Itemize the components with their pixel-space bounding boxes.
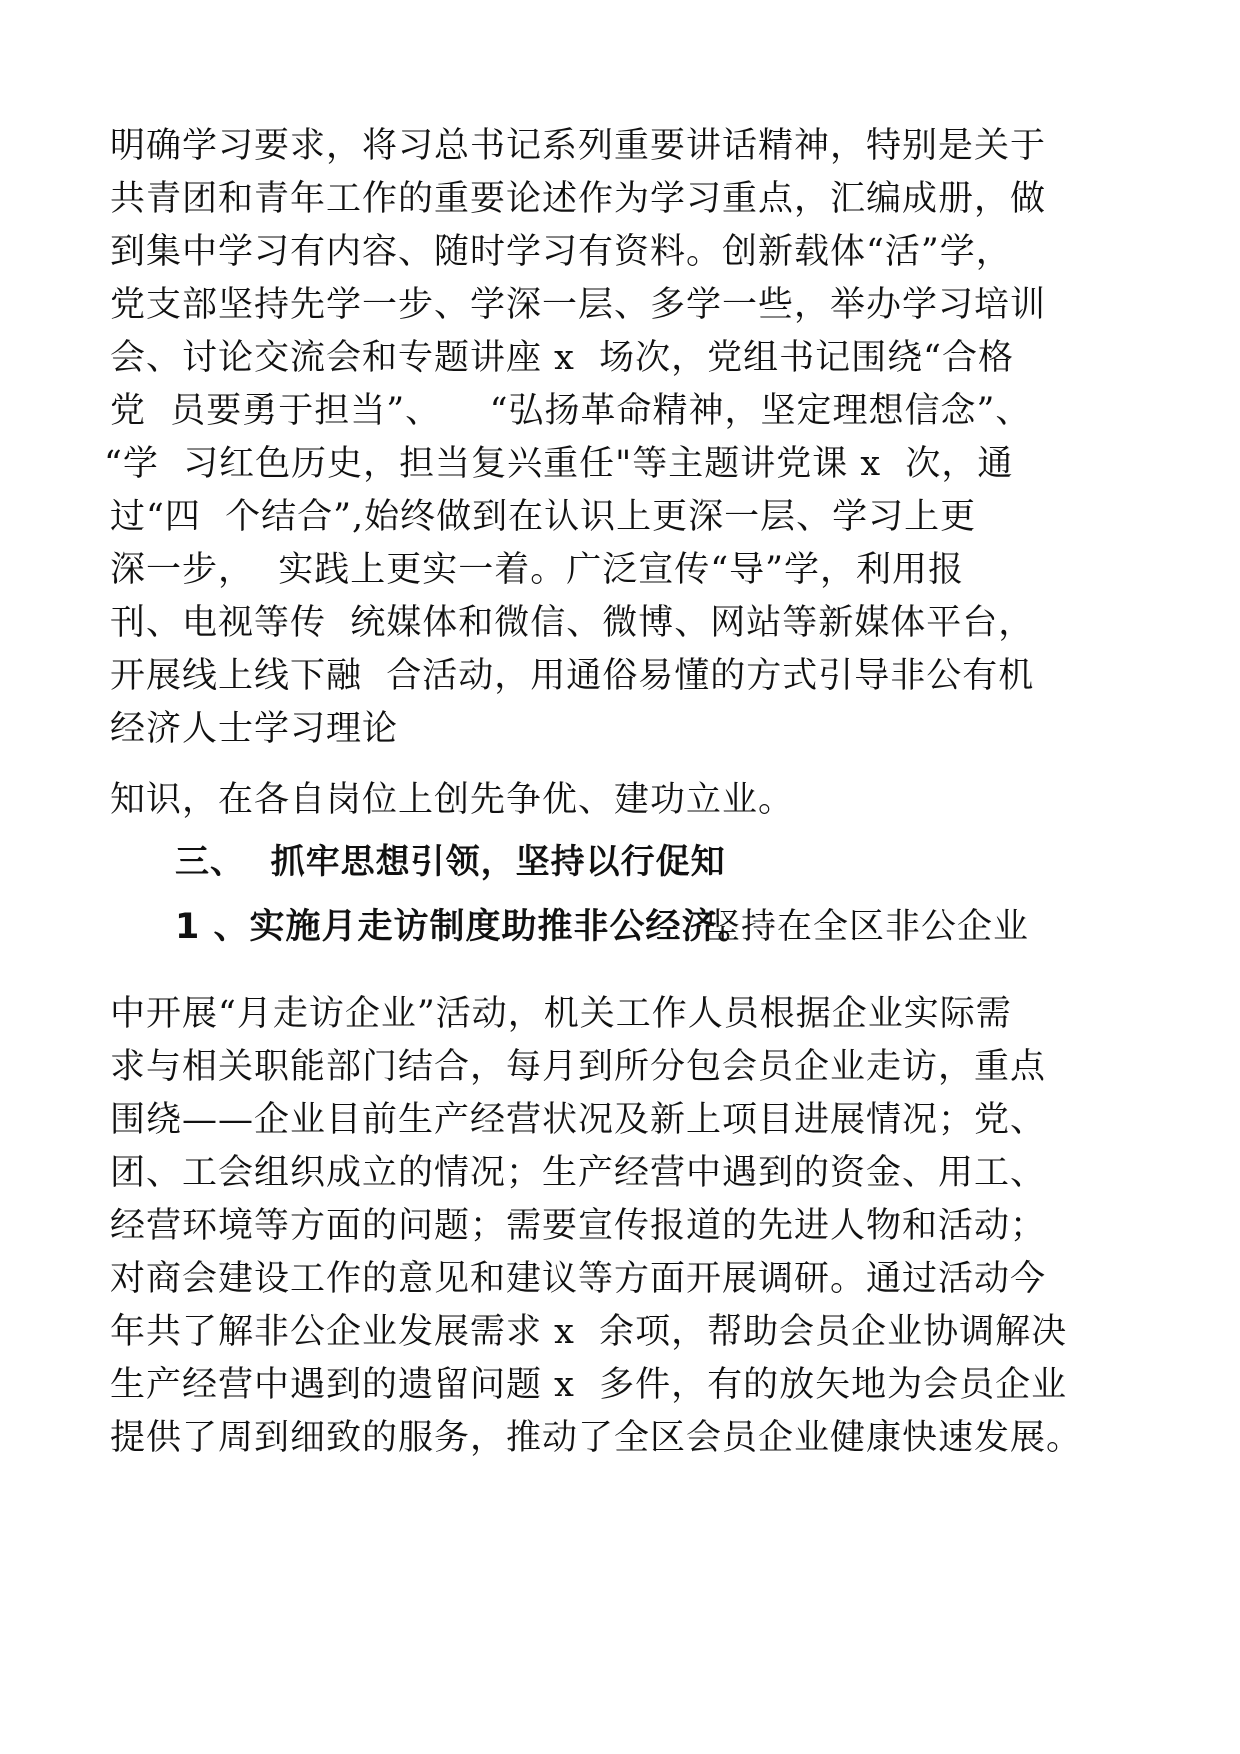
text-line: 经营环境等方面的问题；需要宣传报道的先进人物和活动； — [110, 1206, 1047, 1246]
text-line: 中开展“月走访企业”活动，机关工作人员根据企业实际需 — [110, 994, 1012, 1034]
text-line: 到集中学习有内容、随时学习有资料。创新载体“活”学， — [110, 232, 1012, 272]
text-line: 对商会建设工作的意见和建议等方面开展调研。通过活动今 — [110, 1259, 1047, 1299]
text-line: 求与相关职能部门结合，每月到所分包会员企业走访，重点 — [110, 1047, 1047, 1087]
text-line: 提供了周到细致的服务，推动了全区会员企业健康快速发展。 — [110, 1418, 1083, 1458]
text-line: 经济人士学习理论 — [110, 709, 399, 749]
text-line: 围绕——企业目前生产经营状况及新上项目进展情况；党、 — [110, 1100, 1047, 1140]
text-line: 团、工会组织成立的情况；生产经营中遇到的资金、用工、 — [110, 1153, 1047, 1193]
text-line: 开展线上线下融 合活动，用通俗易懂的方式引导非公有机 — [110, 656, 1035, 696]
text-line: “学 习红色历史，担当复兴重任"等主题讲党课 x 次，通 — [104, 444, 1014, 484]
text-line: 共青团和青年工作的重要论述作为学习重点，汇编成册，做 — [110, 179, 1047, 219]
section-heading: 三、 抓牢思想引领，坚持以行促知 — [175, 842, 726, 882]
text-line: 年共了解非公企业发展需求 x 余项，帮助会员企业协调解决 — [110, 1312, 1068, 1352]
text-line: 过“四 个结合”,始终做到在认识上更深一层、学习上更 — [110, 497, 977, 537]
text-line: 知识，在各自岗位上创先争优、建功立业。 — [110, 780, 795, 820]
text-line: 深一步， 实践上更实一着。广泛宣传“导”学，利用报 — [110, 550, 965, 590]
text-line: 党 员要勇于担当”、 “弘扬革命精神，坚定理想信念”、 — [110, 391, 1032, 431]
text-line: 明确学习要求，将习总书记系列重要讲话精神，特别是关于 — [110, 126, 1047, 166]
text-line: 党支部坚持先学一步、学深一层、多学一些，举办学习培训 — [110, 285, 1047, 325]
subsection-lead-text: 坚持在全区非公企业 — [705, 907, 1030, 947]
text-line: 会、讨论交流会和专题讲座 x 场次，党组书记围绕“合格 — [110, 338, 1015, 378]
text-line: 刊、电视等传 统媒体和微信、微博、网站等新媒体平台， — [110, 603, 1035, 643]
text-line: 生产经营中遇到的遗留问题 x 多件，有的放矢地为会员企业 — [110, 1365, 1068, 1405]
subsection-title: 1 、实施月走访制度助推非公经济。 — [175, 907, 754, 947]
